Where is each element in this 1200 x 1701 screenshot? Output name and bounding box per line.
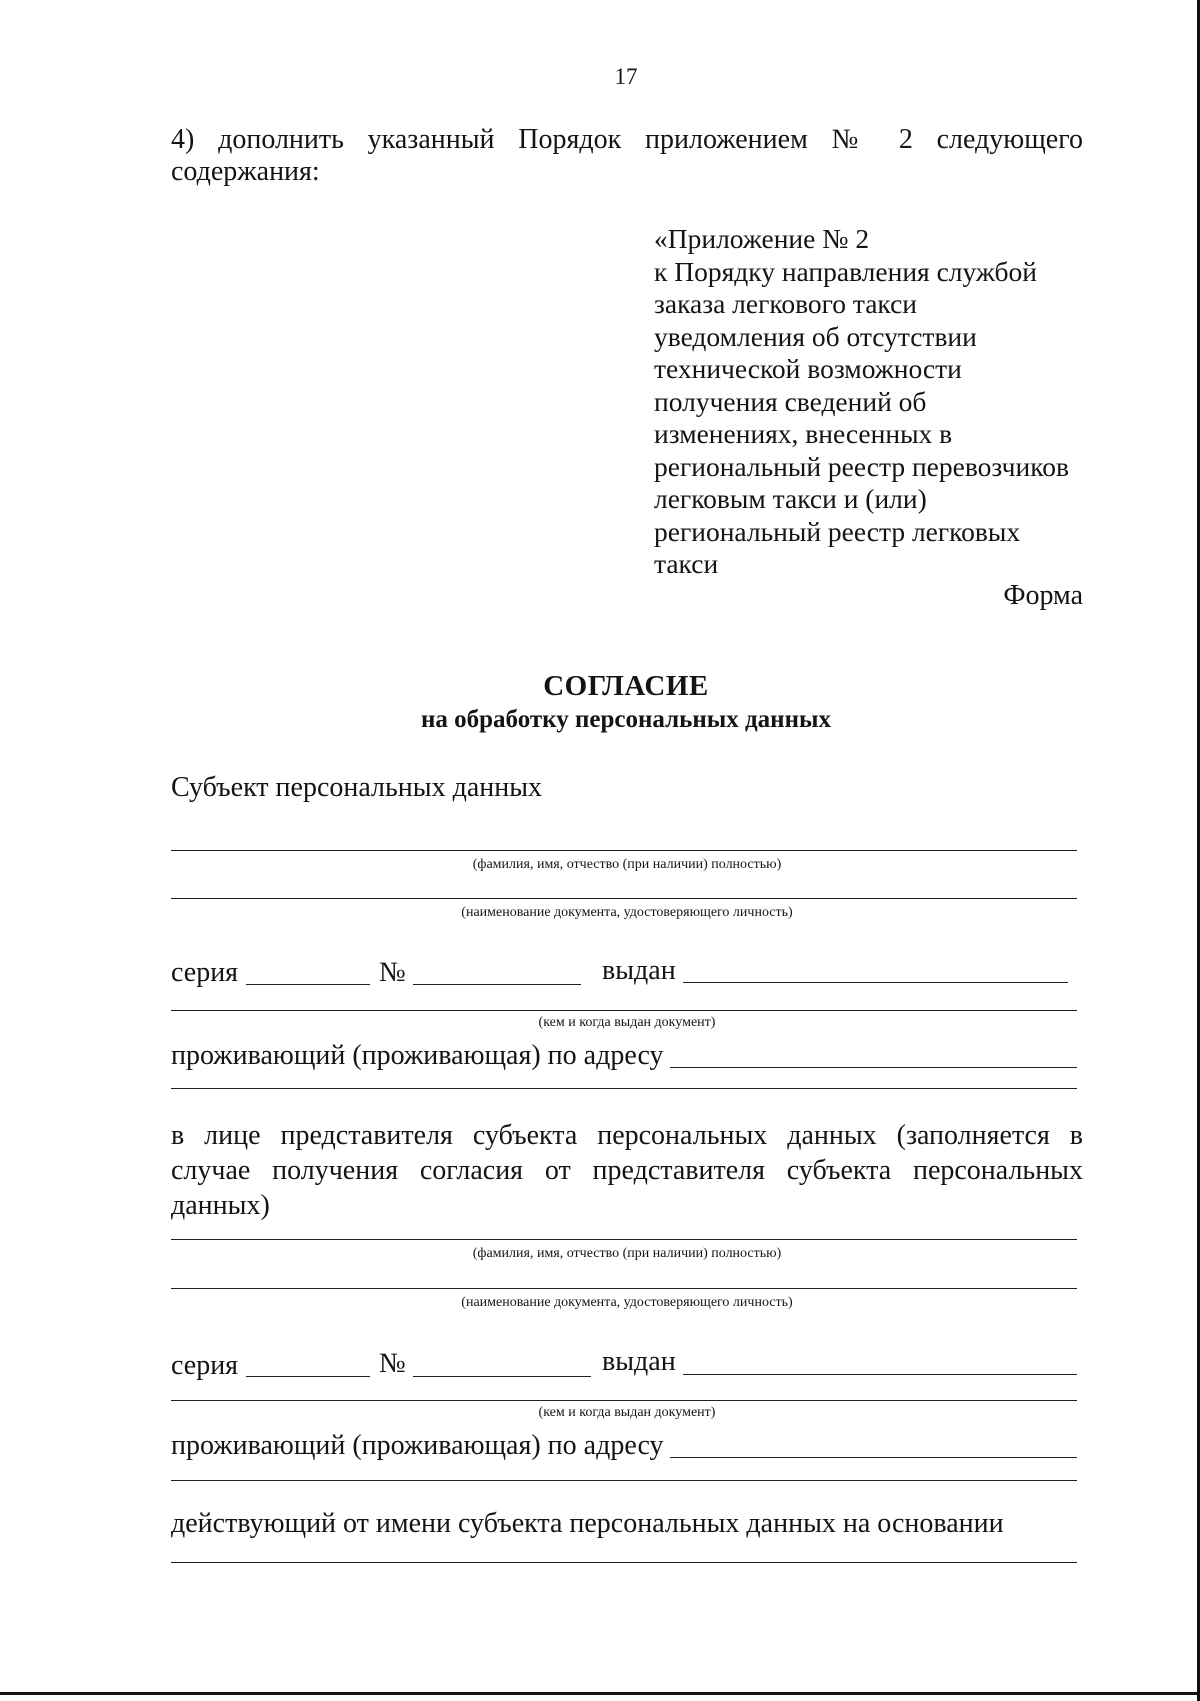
fio-line[interactable]: [171, 850, 1077, 851]
subject-label: Субъект персональных данных: [171, 772, 543, 803]
appendix-line: получения сведений об: [654, 385, 927, 417]
appendix-line: изменениях, внесенных в: [654, 418, 953, 449]
number-label: №: [379, 957, 406, 988]
rep-address-line-2[interactable]: [171, 1480, 1077, 1481]
appendix-header: [654, 223, 1069, 581]
rep-issued-by-caption: (кем и когда выдан документ): [538, 1405, 716, 1420]
rep-address-field[interactable]: [670, 1457, 1077, 1458]
representative-line-2: случае получения согласия от представителя субъекта персональных: [171, 1155, 1083, 1186]
document-title: СОГЛАСИЕ: [543, 670, 709, 702]
appendix-line: такси: [654, 548, 719, 579]
scan-border-bottom: [0, 1692, 1200, 1695]
rep-fio-line[interactable]: [171, 1239, 1077, 1240]
appendix-line: к Порядку направления службой: [654, 255, 1037, 287]
appendix-line: уведомления об отсутствии: [654, 320, 977, 352]
address-line-2[interactable]: [171, 1088, 1077, 1089]
rep-issued-field[interactable]: [683, 1374, 1077, 1375]
appendix-line: заказа легкового такси: [654, 288, 918, 319]
rep-series-label: серия: [171, 1350, 239, 1381]
issued-by-line[interactable]: [171, 1010, 1077, 1011]
number-field[interactable]: [413, 984, 581, 985]
rep-issued-label: выдан: [602, 1346, 676, 1377]
appendix-line: технической возможности: [654, 353, 962, 384]
page-number: 17: [614, 64, 638, 89]
appendix-line: легковым такси и (или): [654, 483, 927, 514]
rep-number-field[interactable]: [413, 1376, 591, 1377]
address-field[interactable]: [670, 1067, 1077, 1068]
document-subtitle: на обработку персональных данных: [421, 706, 831, 733]
document-caption: (наименование документа, удостоверяющего личность): [461, 905, 793, 920]
appendix-line: региональный реестр перевозчиков: [654, 450, 1069, 482]
representative-line-3: данных): [171, 1190, 270, 1221]
rep-fio-caption: (фамилия, имя, отчество (при наличии) полностью): [472, 1246, 782, 1261]
appendix-line: «Приложение № 2: [654, 223, 870, 254]
form-label: Форма: [1003, 580, 1083, 611]
rep-series-field[interactable]: [246, 1376, 370, 1377]
representative-line-1: в лице представителя субъекта персональных данных (заполняется в: [171, 1120, 1083, 1151]
residing-label: проживающий (проживающая) по адресу: [171, 1040, 664, 1071]
rep-issued-by-line[interactable]: [171, 1400, 1077, 1401]
document-line[interactable]: [171, 898, 1077, 899]
appendix-line: региональный реестр легковых: [654, 515, 1021, 547]
fio-caption: (фамилия, имя, отчество (при наличии) полностью): [472, 857, 782, 872]
issued-field[interactable]: [683, 982, 1068, 983]
acting-on-behalf: действующий от имени субъекта персональных данных на основании: [171, 1508, 1004, 1539]
issued-by-caption: (кем и когда выдан документ): [538, 1015, 716, 1030]
intro-line-1: 4) дополнить указанный Порядок приложением № 2 следующего: [171, 124, 1083, 155]
issued-label: выдан: [602, 955, 676, 986]
rep-number-label: №: [379, 1348, 406, 1379]
series-label: серия: [171, 957, 239, 988]
rep-residing-label: проживающий (проживающая) по адресу: [171, 1430, 664, 1461]
series-field[interactable]: [246, 984, 370, 985]
intro-line-2: содержания:: [171, 156, 320, 187]
rep-document-line[interactable]: [171, 1288, 1077, 1289]
basis-line[interactable]: [171, 1562, 1077, 1563]
rep-document-caption: (наименование документа, удостоверяющего личность): [461, 1295, 793, 1310]
